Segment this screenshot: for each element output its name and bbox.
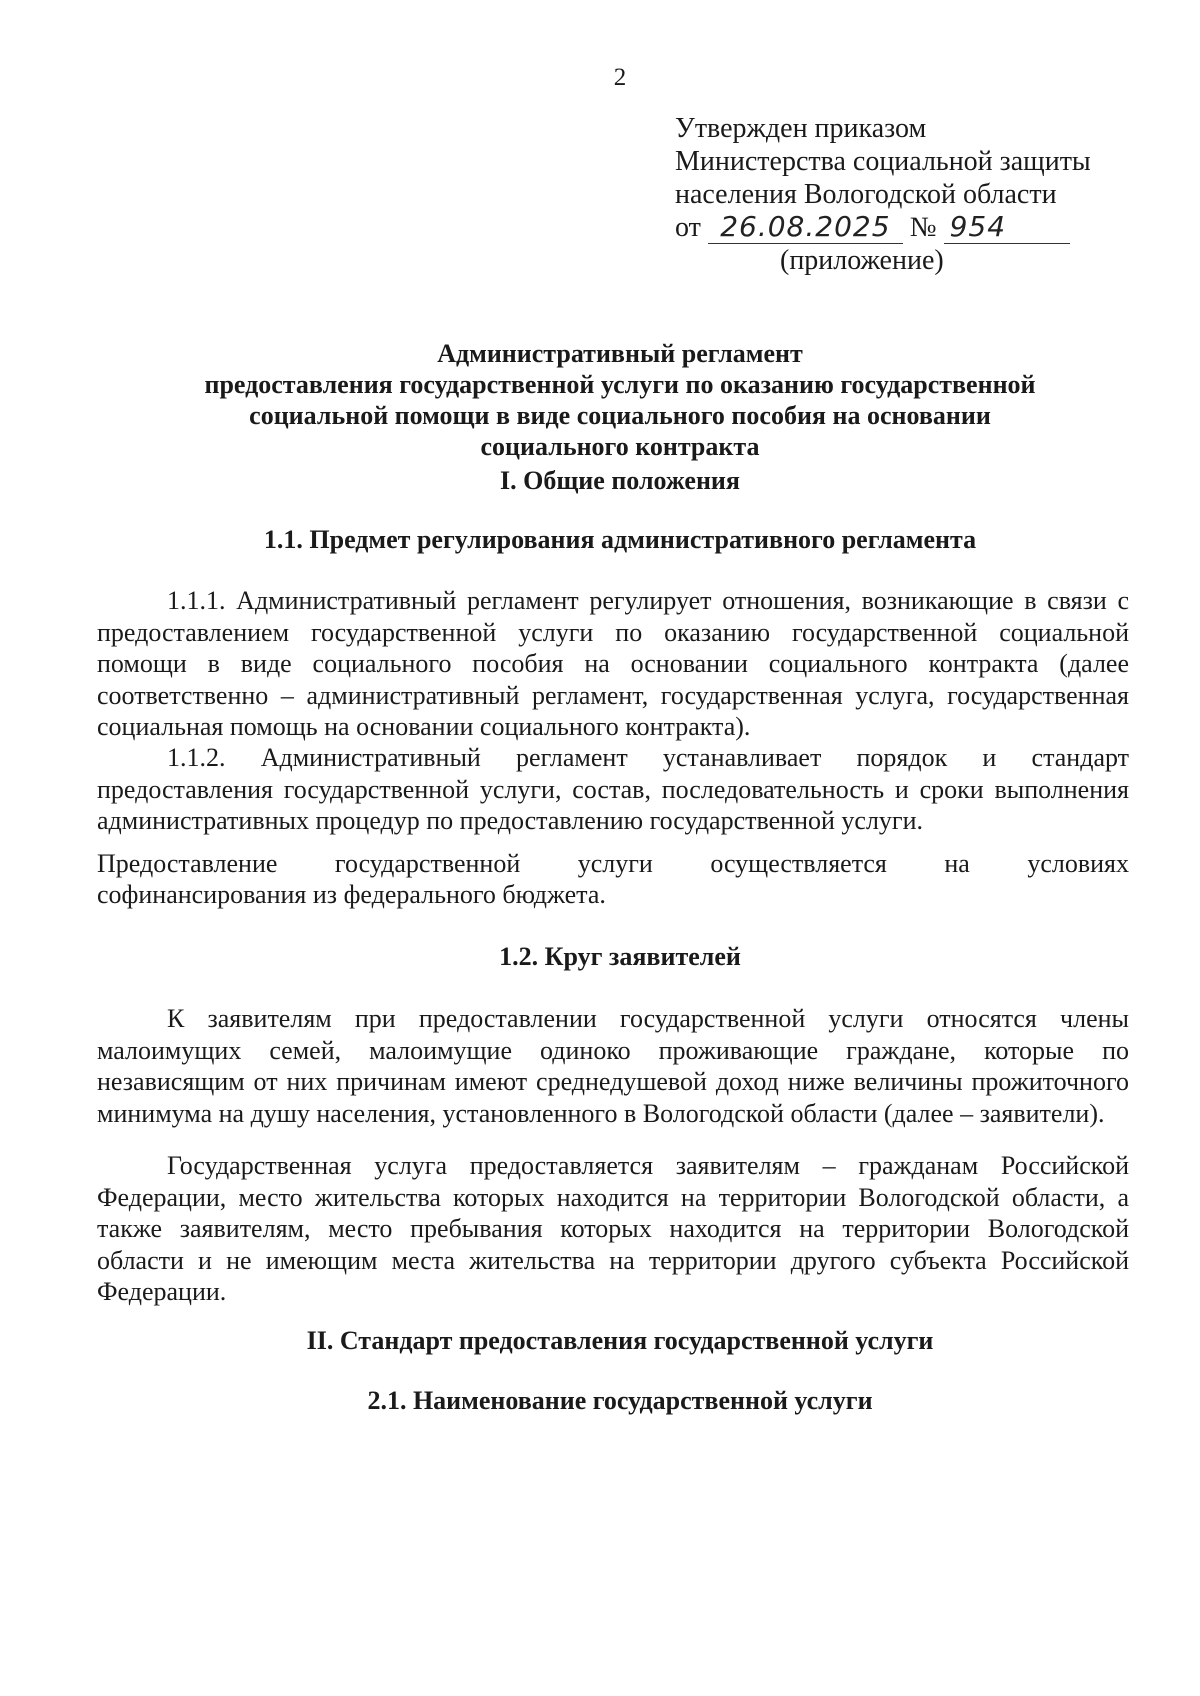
- approval-line-3: населения Вологодской области: [675, 179, 1057, 210]
- title-line-3: социальной помощи в виде социального пособия на основании: [249, 401, 991, 430]
- document-title: [150, 338, 1090, 462]
- section-1-1-heading: 1.1. Предмет регулирования административного регламента: [263, 525, 977, 554]
- handwritten-number: 954: [949, 210, 1007, 243]
- title-line-1: Административный регламент: [437, 339, 803, 368]
- paragraph-1-1-2: 1.1.2. Административный регламент устанавливает порядок и стандарт предоставления государственной услуги, состав, последовательность и сроки выполнения административных процедур по предоставлению государственной услуги.: [97, 743, 1129, 835]
- paragraph-cofinancing-line-1: Предоставление государственной услуги осуществляется на условиях: [97, 849, 1129, 878]
- section-1-heading: I. Общие положения: [500, 466, 740, 495]
- page-number: 2: [613, 64, 627, 91]
- date-prefix: от: [675, 212, 701, 243]
- section-1-2-heading: 1.2. Круг заявителей: [499, 942, 741, 971]
- title-line-2: предоставления государственной услуги по оказанию государственной: [204, 370, 1036, 399]
- approval-stamp-block: [675, 112, 1091, 277]
- attachment-label: (приложение): [780, 245, 944, 276]
- paragraph-citizens: Государственная услуга предоставляется заявителям – гражданам Российской Федерации, место жительства которых находится на территории Вологодской области, а также заявителям, место пребывания которых находится на территории Вологодской области и не имеющим места жительства на территории другого субъекта Российской Федерации.: [97, 1151, 1129, 1306]
- paragraph-1-1-1: 1.1.1. Административный регламент регулирует отношения, возникающие в связи с предоставлением государственной услуги по оказанию государственной социальной помощи в виде социального пособия на основании социального контракта (далее соответственно – административный регламент, государственная услуга, государственная социальная помощь на основании социального контракта).: [97, 586, 1129, 741]
- section-2-heading: II. Стандарт предоставления государственной услуги: [306, 1326, 934, 1355]
- handwritten-date: 26.08.2025: [720, 210, 891, 243]
- section-2-1-heading: 2.1. Наименование государственной услуги: [367, 1386, 873, 1415]
- number-prefix: №: [909, 212, 937, 243]
- approval-date-number-line: [675, 211, 1091, 244]
- paragraph-cofinancing-line-2: софинансирования из федерального бюджета.: [97, 880, 606, 909]
- paragraph-applicants: К заявителям при предоставлении государственной услуги относятся члены малоимущих семей, малоимущие одиноко проживающие граждане, которые по независящим от них причинам имеют среднедушевой доход ниже величины прожиточного минимума на душу населения, установленного в Вологодской области (далее – заявители).: [97, 1004, 1129, 1128]
- approval-line-1: Утвержден приказом: [675, 113, 927, 144]
- approval-line-2: Министерства социальной защиты: [675, 146, 1091, 177]
- title-line-4: социального контракта: [480, 432, 760, 461]
